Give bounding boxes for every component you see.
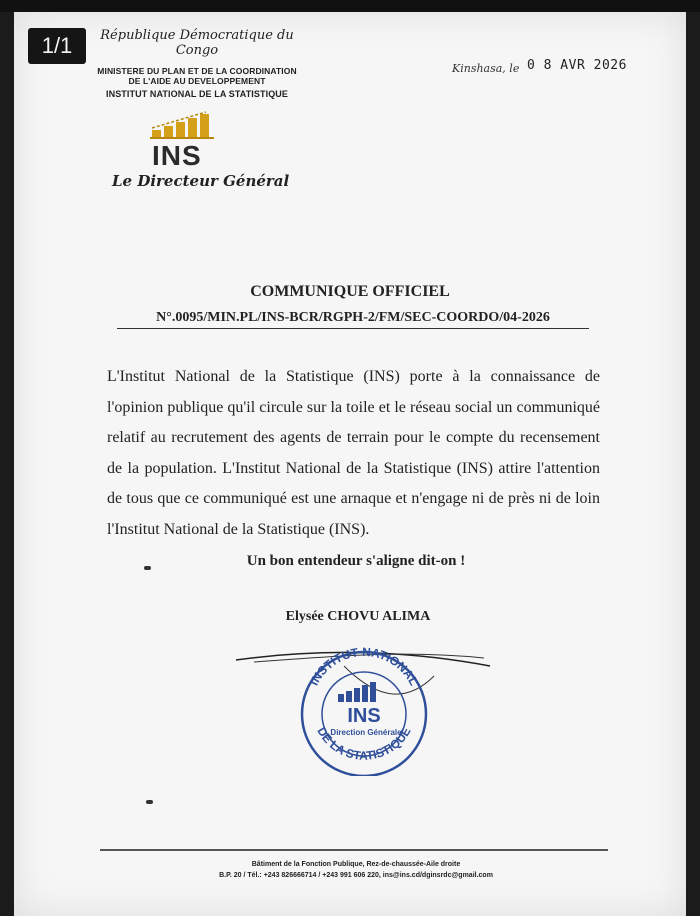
stamp-ring-bottom: DE LA STATISTIQUE xyxy=(314,724,414,763)
official-stamp-icon xyxy=(234,636,494,776)
institute-name: INSTITUT NATIONAL DE LA STATISTIQUE xyxy=(106,89,288,99)
document-title: COMMUNIQUE OFFICIEL xyxy=(250,283,450,300)
signatory-title: Le Directeur Général xyxy=(112,172,290,190)
stamp-ring-top: INSTITUT NATIONAL xyxy=(306,644,422,688)
place-label: Kinshasa, le xyxy=(452,62,520,75)
date-stamp: 0 8 AVR 2026 xyxy=(527,58,627,73)
stamp-center-sub: Direction Générale xyxy=(330,728,402,737)
stamp-center-text: INS xyxy=(347,705,381,727)
reference-number: N°.0095/MIN.PL/INS-BCR/RGPH-2/FM/SEC-COORDO/04-2026 xyxy=(117,310,589,329)
footer-address: Bâtiment de la Fonction Publique, Rez-de-chaussée-Aile droite xyxy=(251,861,461,868)
closing-line: Un bon entendeur s'aligne dit-on ! xyxy=(246,553,466,569)
footer-divider xyxy=(100,849,608,851)
communique-body: L'Institut National de la Statistique (INS) porte à la connaissance de l'opinion publique qu'il circule sur la toile et le réseau social un communiqué relatif au recrutement des agents de terrain pour le compte du recensement de la population. L'Institut National de la Statistique (INS) attire l'attention de tous que ce communiqué est une arnaque et n'engage ni de près ni de loin l'Institut National de la Statistique (INS). xyxy=(107,368,600,538)
logo-text: INS xyxy=(152,140,202,171)
republic-heading: République Démocratique du Congo xyxy=(100,28,294,58)
ministry-line-2: DE L'AIDE AU DEVELOPPEMENT xyxy=(128,76,266,86)
footer-contact: B.P. 20 / Tél.: +243 826666714 / +243 991 606 220, ins@ins.cd/dginsrdc@gmail.com xyxy=(219,872,493,879)
ministry-line-1: MINISTERE DU PLAN ET DE LA COORDINATION xyxy=(97,66,297,76)
page-counter: 1/1 xyxy=(28,28,86,64)
svg-text:INSTITUT NATIONAL xyxy=(307,645,421,688)
signer-name: Elysée CHOVU ALIMA xyxy=(285,609,431,624)
ink-mark xyxy=(146,800,153,804)
ins-bar-logo-icon xyxy=(150,108,220,140)
viewer-top-bar xyxy=(0,0,700,12)
